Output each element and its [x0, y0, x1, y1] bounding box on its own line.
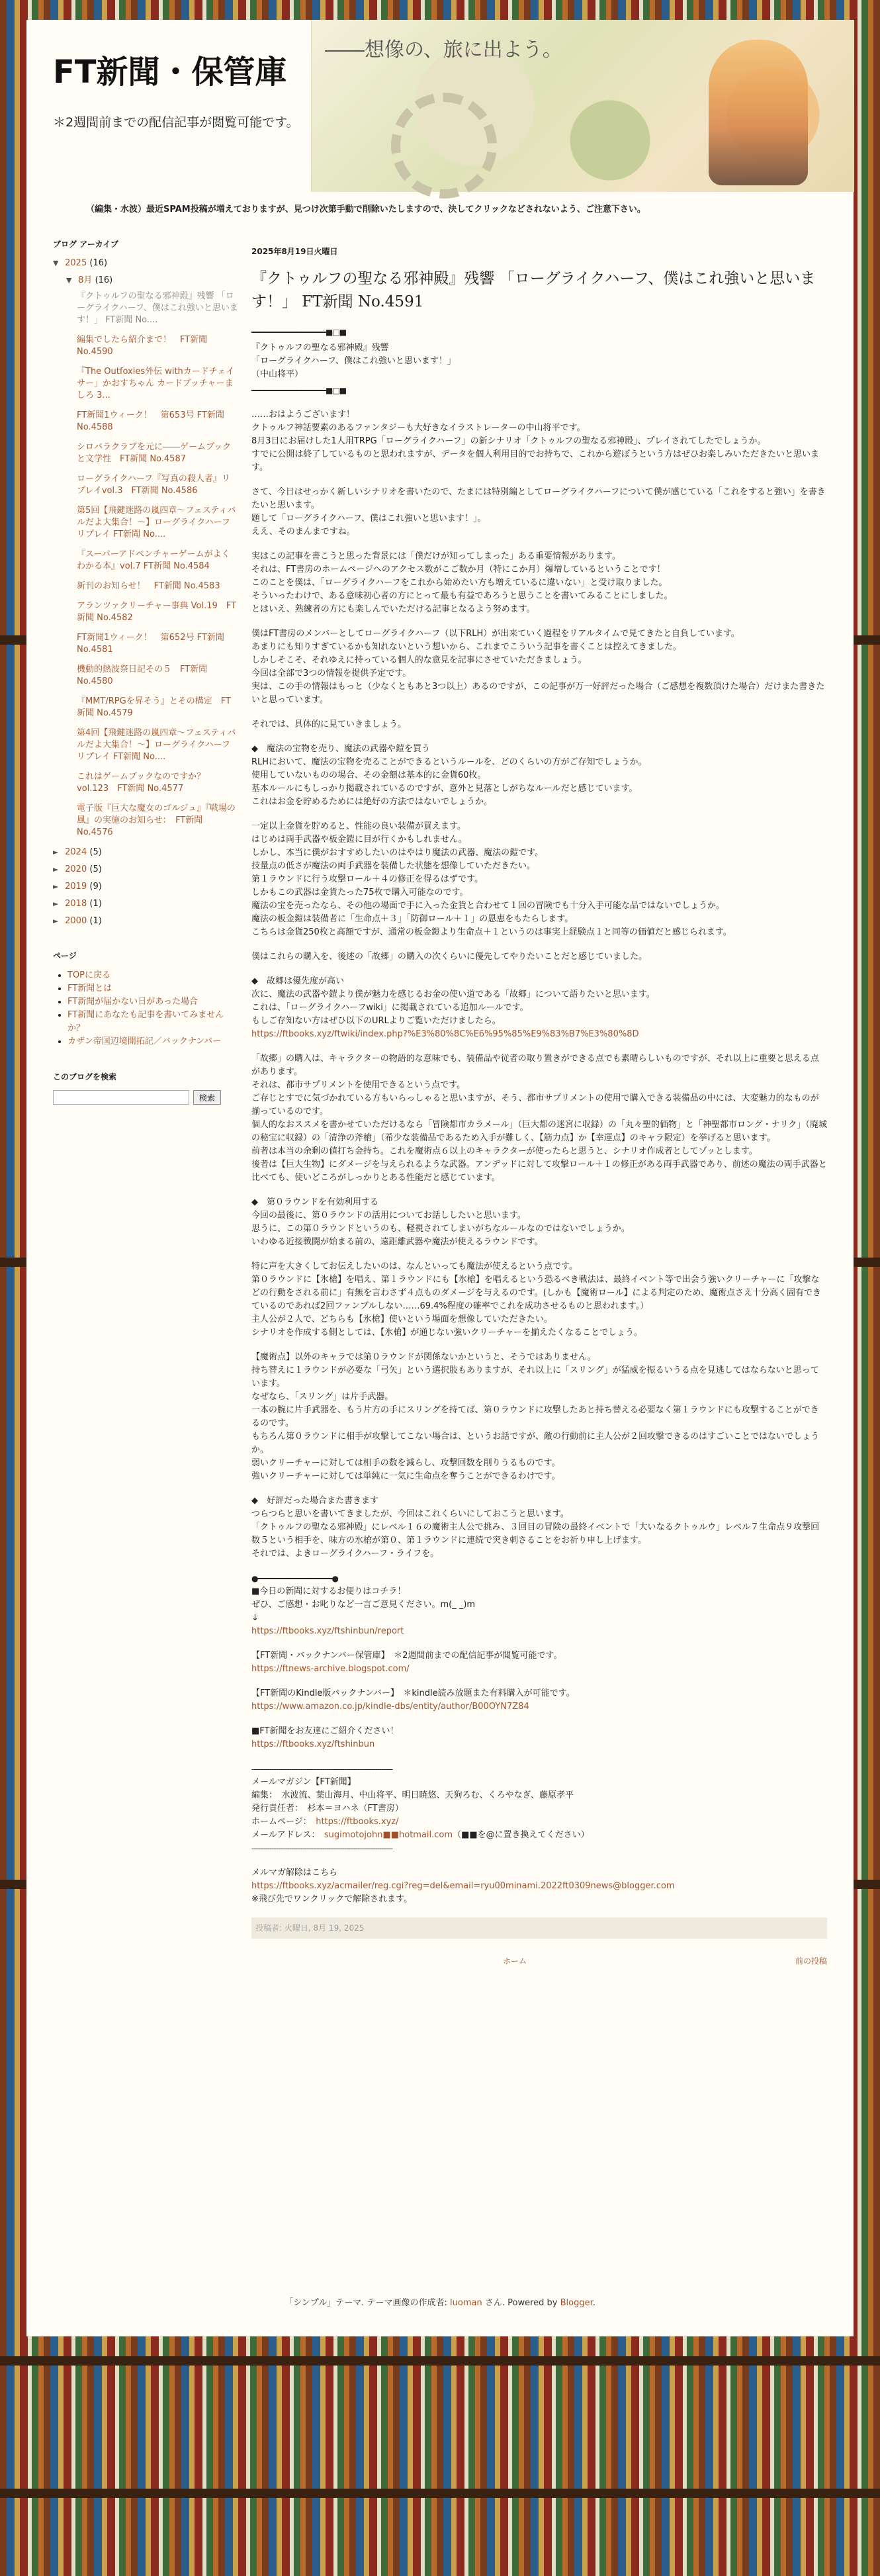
backnumber-link[interactable]: https://ftnews-archive.blogspot.com/ [251, 1664, 410, 1674]
archive-post-link[interactable]: 電子版『巨大な魔女のゴルジュ』『戦場の風』の実施のお知らせ： FT新聞 No.4576 [77, 804, 236, 837]
archive-post-link[interactable]: 編集でしたら紹介まで！ FT新聞 No.4590 [77, 335, 208, 357]
post-paragraph: 僕はFT書房のメンバーとしてローグライクハーフ（以下RLH）が出来ていく過程をリアルタイムで見てきたと自負しています。 あまりにも知りすぎているかも知れないという想いから、これまでこういう記事を書くことは控えてきました。 しかしそこそ、それゆえに持っている個人的な意見を記事にさせていただきましょう。 今回は全部で3つの情報を提供予定です。 実は、この手の情報はもっと（少なくともあと3つ以上）あるのですが、この記事が万一好評だった場合（ご感想を複数頂けた場合）だけまた書きたいと思っています。 [251, 629, 825, 705]
blog-header [26, 20, 854, 192]
page-link[interactable]: • FT新聞にあなたも記事を書いてみませんか？ [67, 1009, 238, 1035]
post-date: 2025年8月19日火曜日 [251, 247, 338, 256]
archive-post-link[interactable]: 『スーパーアドベンチャーゲームがよくわかる本』vol.7 FT新聞 No.4584 [77, 549, 230, 571]
archive-year-2020[interactable]: ► 2020 (5) [53, 864, 102, 874]
kindle-text: 【FT新聞のKindle版バックナンバー】 ＊kindle読み放題また有料購入が可能です。 [251, 1688, 575, 1698]
unsubscribe-note: ※飛び先でワンクリックで解除されます。 [251, 1894, 413, 1904]
archive-post-link[interactable]: アランツァクリーチャー事典 Vol.19 FT新聞 No.4582 [77, 601, 236, 623]
archive-month-aug[interactable]: ▼ 8月 (16) [66, 275, 113, 285]
feedback-intro: ■今日の新聞に対するお便りはコチラ！ ぜひ、ご感想・お叱りなど一言ご意見ください。m(_ _)m ↓ [251, 1587, 476, 1623]
page-link[interactable]: • FT新聞とは [67, 982, 238, 995]
post-intro: 『クトゥルフの聖なる邪神殿』残響 「ローグライクハーフ、僕はこれ強いと思います！」 （中山将平） [251, 343, 456, 379]
triangle-right-icon[interactable]: ► [53, 917, 59, 925]
archive-year-2025[interactable]: ▼ 2025 (16) [53, 258, 108, 268]
post-paragraph: 特に声を大きくしてお伝えしたいのは、なんといっても魔法が使えるという点です。 第０ラウンドに【氷槍】を唱え、第１ラウンドにも【氷槍】を唱えるという恐るべき戦法は、最終イベント等で出会う強いクリーチャーに「攻撃などの行動をされる前に」有無を言わさず４点ものダメージを与えるのです。(しかも【魔術ロール】による判定のため、魔術点さえ十分高く固有できているのであれば2回ファンブルしない……69.4%程度の確率でこれを成功させるものと思われます。） 主人公が２人で、どちらも【氷槍】使いという場面を想像していただきたい。 シナリオを作成する側としては、【氷槍】が通じない強いクリーチャーを揃えたくなることでしょう。 [251, 1262, 821, 1338]
post-paragraph: ……おはようございます！ クトゥルフ神話要素のあるファンタジーも大好きなイラストレーターの中山将平です。 8月3日にお届けした1人用TRPG「ローグライクハーフ」の新シナリオ「クトゥルフの聖なる邪神殿」、プレイされてしたでしょうか。 すでに公開は終了しているものと思われますが、データを個人利用目的でお持ちで、これから遊ぼうという方はぜひお楽しみいただきたいと思います。 [251, 410, 820, 473]
archive-post-link[interactable]: シロバラクラブを元に――ゲームブックと文学性 FT新聞 No.4587 [77, 442, 232, 464]
theme-author-link[interactable]: luoman [450, 2298, 482, 2308]
triangle-down-icon[interactable]: ▼ [66, 276, 72, 285]
post-paragraph: ◆ 魔法の宝物を売り、魔法の武器や鎧を買う RLHにおいて、魔法の宝物を売ることができるというルールを、どのくらいの方がご存知でしょうか。 使用していないものの場合、その金額は基本的に金貨60枚。 基本ルールにもしっかり掲載されているのですが、意外と見落としがちなルールだと感じています。 これはお金を貯めるためには絶好の方法ではないでしょうか。 [251, 744, 647, 807]
archive-post-link[interactable]: これはゲームブックなのですか？ vol.123 FT新聞 No.4577 [77, 772, 214, 794]
gear-illustration [391, 93, 497, 199]
search-input[interactable] [53, 1090, 189, 1105]
unsubscribe-link[interactable]: https://ftbooks.xyz/acmailer/reg.cgi?reg=del&email=ryu00minami.2022ft0309news@blogger.com [251, 1881, 675, 1891]
archive-post-link[interactable]: 『MMT/RPGを昇そう』とその構定 FT新聞 No.4579 [77, 696, 231, 718]
archive-year-2024[interactable]: ► 2024 (5) [53, 847, 102, 857]
post-paragraph: ◆ 故郷は優先度が高い 次に、魔法の武器や鎧より僕が魅力を感じるお金の使い道である「故郷」について語りたいと思います。 これは、「ローグライクハーフwiki」に掲載されている追加ルールです。 もしご存知ない方はぜひ以下のURLよりご覧いただけましたら。 [251, 976, 655, 1026]
blogger-link[interactable]: Blogger [560, 2298, 593, 2308]
archive-post-link[interactable]: 機動的熱波祭日記その５ FT新聞 No.4580 [77, 665, 208, 686]
divider-rule: ●━━━━━━━━━━━━━━━━━━● [251, 1574, 338, 1583]
archive-heading: ブログ アーカイブ [53, 240, 118, 249]
main-content [251, 238, 827, 1970]
page-link[interactable]: • TOPに戻る [67, 969, 238, 982]
pages-list [53, 969, 238, 1048]
character-illustration [709, 40, 808, 185]
pages-heading: ページ [53, 951, 77, 960]
post-body [251, 326, 827, 1906]
archive-post-link[interactable]: FT新聞1ウィーク！ 第652号 FT新聞 No.4581 [77, 633, 224, 655]
homepage-link[interactable]: https://ftbooks.xyz/ [316, 1817, 399, 1827]
banner-tagline: ――想像の、旅に出よう。 [325, 38, 562, 62]
divider-rule: ━━━━━━━━━━━━━━━━━━■□■ [251, 328, 347, 337]
divider-rule: ━━━━━━━━━━━━━━━━━━■□■ [251, 386, 347, 395]
post-paragraph: それでは、具体的に見ていきましょう。 [251, 719, 407, 729]
sidebar [53, 238, 238, 1105]
archive-post-current[interactable]: 『クトゥルフの聖なる邪神殿』残響 「ローグライクハーフ、僕はこれ強いと思います！」 FT新聞 No.... [77, 291, 238, 325]
page-link[interactable]: • FT新聞が届かない日があった場合 [67, 995, 238, 1009]
dash-divider: ---------------------------------------------------------------- [251, 1844, 393, 1853]
header-banner-image [311, 20, 854, 192]
post-paragraph: 一定以上金貨を貯めると、性能の良い装備が買えます。 はじめは両手武器や板金鎧に目が行くかもしれません。 しかし、本当に僕がおすすめしたいのはやはり魔法の武器、魔法の鎧です。 技量点の低さが魔法の両手武器を装備した状態を想像していただきたい。 第１ラウンドに行う攻撃ロール＋４の修正を得るはずです。 しかもこの武器は金貨たった75枚で購入可能なのです。 魔法の宝を売ったなら、その他の場面で手に入った金貨と合わせて１回の冒険でも十分入手可能な品ではないでしょうか。 魔法の板金鎧は装備者に「生命点＋３」「防御ロール＋１」の恩恵をもたらします。 こちらは金貨250枚と高額ですが、通常の板金鎧より生命点＋１というのは事実上経験点１と同等の価値だと感じられます。 [251, 821, 732, 937]
archive-post-link[interactable]: 『The Outfoxies外伝 withカードチェイサー」かおすちゃん カードブッチャーましろ 3... [77, 367, 235, 400]
mail-row: メールアドレス： sugimotojohn■■hotmail.com（■■を@に置き換えてください） [251, 1830, 590, 1840]
backnumber-text: 【FT新聞・バックナンバー保管庫】 ＊2週間前までの配信記事が閲覧可能です。 [251, 1651, 562, 1661]
friends-text: ■FT新聞をお友達にご紹介ください！ [251, 1726, 399, 1736]
archive-post-link[interactable]: FT新聞1ウィーク！ 第653号 FT新聞 No.4588 [77, 410, 224, 432]
theme-attribution: 「シンプル」テーマ. テーマ画像の作成者: luoman さん. Powered by Blogger. [285, 2298, 595, 2308]
dash-divider: ---------------------------------------------------------------- [251, 1765, 393, 1774]
shelf-decoration [0, 2489, 880, 2498]
post-paragraph: 僕はこれらの購入を、後述の「故郷」の購入の次くらいに優先してやりたいことだと感じていました。 [251, 952, 648, 962]
triangle-right-icon[interactable]: ► [53, 865, 59, 874]
post-footer: 投稿者: 火曜日, 8月 19, 2025 [251, 1917, 827, 1939]
archive-year-2018[interactable]: ► 2018 (1) [53, 899, 102, 909]
post-paragraph: さて、今日はせっかく新しいシナリオを書いたので、たまには特別編としてローグライクハーフについて僕が感じている「これをすると強い」を書きたいと思います。 題して「ローグライクハーフ、僕はこれ強いと思います！」。 ええ、そのまんまですね。 [251, 487, 826, 537]
mail-link[interactable]: sugimotojohn■■hotmail.com [324, 1830, 453, 1840]
archive-year-2000[interactable]: ► 2000 (1) [53, 916, 102, 926]
blog-archive [53, 257, 238, 927]
archive-post-link[interactable]: 第4回【飛鍵迷路の嵐四章〜フェスティバルだよ大集合！〜】ローグライクハーフリプレイ FT新聞 No.... [77, 728, 236, 762]
archive-post-link[interactable]: 新刊のお知らせ！ FT新聞 No.4583 [77, 581, 220, 591]
blog-pager [251, 1955, 827, 1970]
homepage-row: ホームページ： https://ftbooks.xyz/ [251, 1817, 399, 1827]
triangle-right-icon[interactable]: ► [53, 899, 59, 908]
search-button[interactable]: 検索 [193, 1090, 221, 1105]
search-form [53, 1090, 238, 1105]
home-link[interactable]: ホーム [503, 1956, 527, 1966]
post-paragraph: 実はこの記事を書こうと思った背景には「僕だけが知ってしまった」ある重要情報があります。 それは、FT書房のホームページへのアクセス数がこご数か月（特にこか月）爆増しているということです！ このことを僕は、「ローグライクハーフをこれから始めたい方も増えているに違いない」と受け取りました。 そういったわけで、ある意味初心者の方にとって最も有益であろうと思うことを書いてみることにしました。 とはいえ、熟練者の方にも楽しんでいただける記事となるよう努めます。 [251, 551, 673, 614]
post-title[interactable]: 『クトゥルフの聖なる邪神殿』残響 「ローグライクハーフ、僕はこれ強いと思います！」 FT新聞 No.4591 [251, 270, 816, 310]
post-paragraph: ◆ 第０ラウンドを有効利用する 今回の最後に、第０ラウンドの活用についてお話ししたいと思います。 思うに、この第０ラウンドというのも、軽視されてしまいがちなルールなのではないでしょうか。 いわゆる近接戦闘が始まる前の、遠距離武器や魔法が使えるラウンドです。 [251, 1197, 630, 1247]
blog-title[interactable]: FT新聞・保管庫 [53, 54, 287, 91]
blog-description: ＊2週間前までの配信記事が閲覧可能です。 [53, 115, 299, 130]
magazine-info: メールマガジン【FT新聞】 編集： 水波流、葉山海月、中山将平、明日暁悠、天狗ろむ、くろやなぎ、藤原孝平 発行責任者： 杉本＝ヨハネ（FT書房） [251, 1777, 574, 1814]
feedback-link[interactable]: https://ftbooks.xyz/ftshinbun/report [251, 1626, 404, 1636]
archive-post-link[interactable]: ローグライクハーフ『写真の殺人者』リプレイvol.3 FT新聞 No.4586 [77, 474, 230, 496]
archive-year-2019[interactable]: ► 2019 (9) [53, 882, 102, 892]
older-post-link[interactable]: 前の投稿 [795, 1956, 827, 1966]
page-container [26, 20, 854, 2336]
post-paragraph: 「故郷」の購入は、キャラクターの物語的な意味でも、装備品や従者の取り置きができる点でも素晴らしいものですが、それ以上に重要と思える点があります。 それは、都市サプリメントを使用できるという点です。 ご存じとすでに気づかれている方もいらっしゃると思いますが、そう、都市サプリメントの使用で購入できる装備品の中には、大変魅力的なものが揃っているのです。 個人的なおススメを書かせていただけるなら「冒険都市カラメール」（巨大都の迷宮に収録）の「丸々聖的価物」と「神聖都市ロング・ナリク」（廃城の秘宝に収録）の「清浄の斧槍」（希少な装備品であるため入手が難しく、【筋力点】か【幸運点】のキャラ限定）を挙げると思います。 前者は本当の余剰の値打ち金持ち。これを魔術点６以上のキャラクターが使ったらと思うと、シナリオ作成者としてゾッとします。 後者は【巨大生物】にダメージを与えられるような武器。アンデッドに対して攻撃ロール＋１の修正がある両手武器であり、前述の魔法の両手武器と比べても、使いどころがしっかりとある性能だと感じています。 [251, 1054, 827, 1183]
kindle-link[interactable]: https://www.amazon.co.jp/kindle-dbs/entity/author/B00OYN7Z84 [251, 1702, 529, 1712]
friends-link[interactable]: https://ftbooks.xyz/ftshinbun [251, 1739, 375, 1749]
search-heading: このブログを検索 [53, 1072, 117, 1081]
wiki-link[interactable]: https://ftbooks.xyz/ftwiki/index.php?%E3%80%8C%E6%95%85%E9%83%B7%E3%80%8D [251, 1029, 639, 1039]
unsubscribe-label: メルマガ解除はこちら [251, 1868, 338, 1878]
triangle-right-icon[interactable]: ► [53, 882, 59, 891]
post-paragraph: ◆ 好評だった場合また書きます つらつらと思いを書いてきましたが、今回はこれくらいにしておこうと思います。 「クトゥルフの聖なる邪神殿」にレベル１６の魔術主人公で挑み、３回目の冒険の最終イベントで「大いなるクトゥルウ」レベル７生命点９攻撃回数５という相手を、味方の氷槍が第０、第１ラウンドに連続で突き刺さることをお祈り申し上げます。 それでは、よきローグライクハーフ・ライフを。 [251, 1496, 820, 1559]
archive-post-list [77, 291, 238, 839]
post-paragraph: 【魔術点】以外のキャラでは第０ラウンドが関係ないかというと、そうではありません。 持ち替えに１ラウンドが必要な「弓矢」という選択肢もありますが、それ以上に「スリング」が猛威を振るいうる点を見逃してはならないと思っています。 なぜなら、「スリング」は片手武器。 一本の腕に片手武器を、もう片方の手にスリングを持てば、第０ラウンドに攻撃したあと持ち替える必要なく第１ラウンドにも攻撃することができるのです。 もちろん第０ラウンドに相手が攻撃してこない場合は、というお話ですが、敵の行動前に主人公が２回攻撃できるのはすごいことではないでしょうか。 弱いクリーチャーに対しては相手の数を減らし、攻撃回数を削りうるものです。 強いクリーチャーに対しては単純に一気に生命点を奪うことができるわけです。 [251, 1352, 820, 1481]
page-link[interactable]: • カザン帝国辺境開拓記／バックナンバー [67, 1035, 238, 1048]
triangle-right-icon[interactable]: ► [53, 848, 59, 856]
shelf-decoration [0, 2356, 880, 2366]
triangle-down-icon[interactable]: ▼ [53, 259, 59, 267]
archive-post-link[interactable]: 第5回【飛鍵迷路の嵐四章〜フェスティバルだよ大集合！〜】ローグライクハーフリプレイ FT新聞 No.... [77, 506, 236, 539]
spam-notice: （編集・水波）最近SPAM投稿が増えておりますが、見つけ次第手動で削除いたしますので、決してクリックなどされないよう、ご注意下さい。 [86, 205, 646, 214]
